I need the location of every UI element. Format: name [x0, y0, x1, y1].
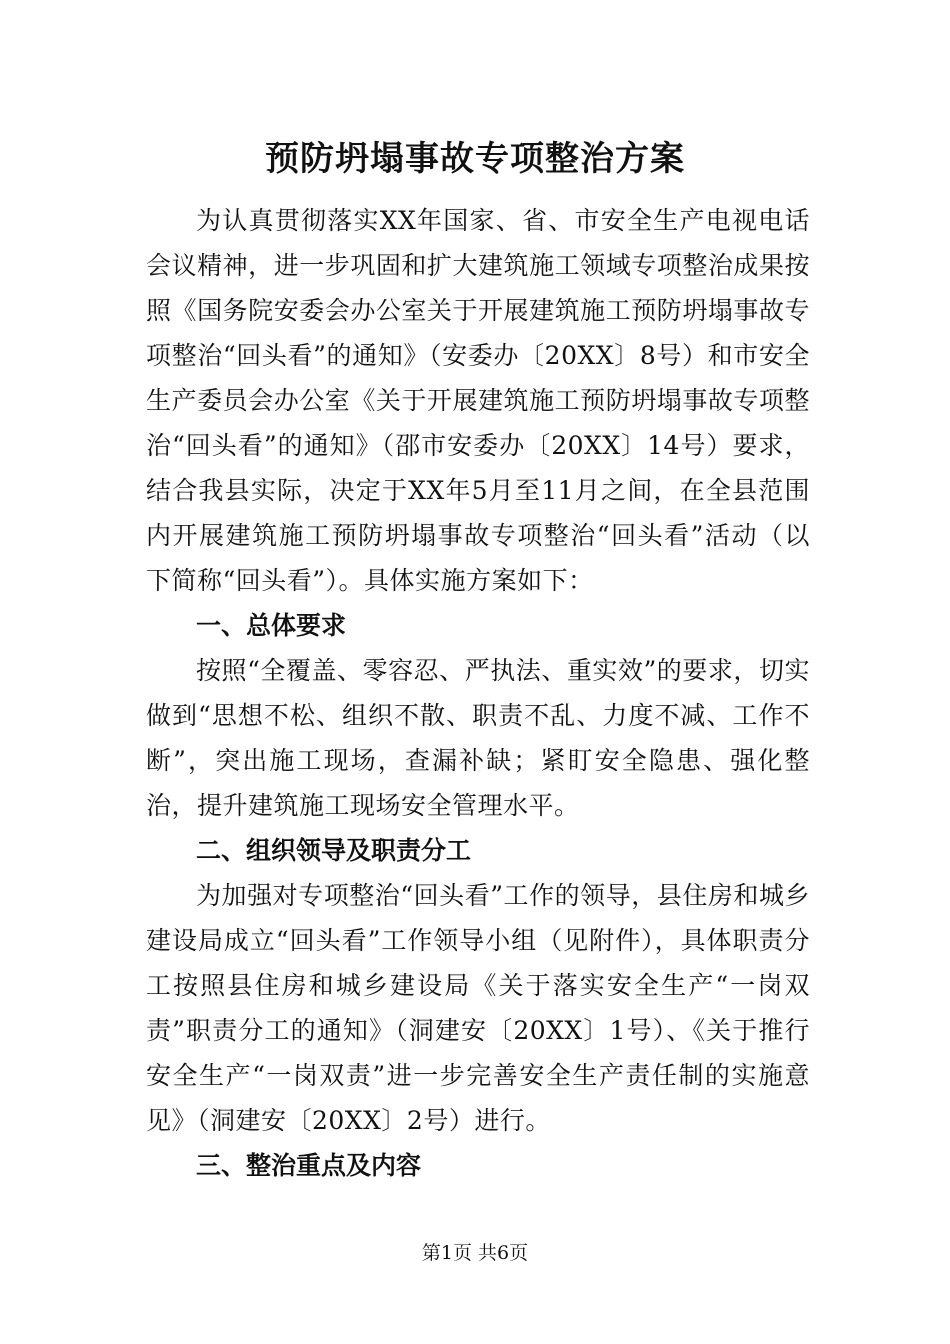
document-body — [146, 198, 810, 1188]
section-paragraph-2: 为加强对专项整治“回头看”工作的领导，县住房和城乡建设局成立“回头看”工作领导小组（见附件），具体职责分工按照县住房和城乡建设局《关于落实安全生产“一岗双责”职责分工的通知》（洞建安〔20XX〕1号）、《关于推行安全生产“一岗双责”进一步完善安全生产责任制的实施意见》（洞建安〔20XX〕2号）进行。 — [146, 881, 810, 1135]
section-heading-2: 二、组织领导及职责分工 — [196, 836, 472, 865]
page-title: 预防坍塌事故专项整治方案 — [265, 139, 685, 179]
page-footer: 第1页 共6页 — [421, 1242, 529, 1264]
section-heading-1: 一、总体要求 — [196, 611, 347, 640]
section-paragraph-1: 按照“全覆盖、零容忍、严执法、重实效”的要求，切实做到“思想不松、组织不散、职责不乱、力度不减、工作不断”，突出施工现场，查漏补缺；紧盯安全隐患、强化整治，提升建筑施工现场安全管理水平。 — [146, 656, 810, 820]
intro-paragraph: 为认真贯彻落实XX年国家、省、市安全生产电视电话会议精神，进一步巩固和扩大建筑施工领域专项整治成果按照《国务院安委会办公室关于开展建筑施工预防坍塌事故专项整治“回头看”的通知》（安委办〔20XX〕8号）和市安全生产委员会办公室《关于开展建筑施工预防坍塌事故专项整治“回头看”的通知》（邵市安委办〔20XX〕14号）要求，结合我县实际，决定于XX年5月至11月之间，在全县范围内开展建筑施工预防坍塌事故专项整治“回头看”活动（以下简称“回头看”）。具体实施方案如下： — [146, 206, 810, 595]
section-heading-3: 三、整治重点及内容 — [196, 1151, 422, 1180]
